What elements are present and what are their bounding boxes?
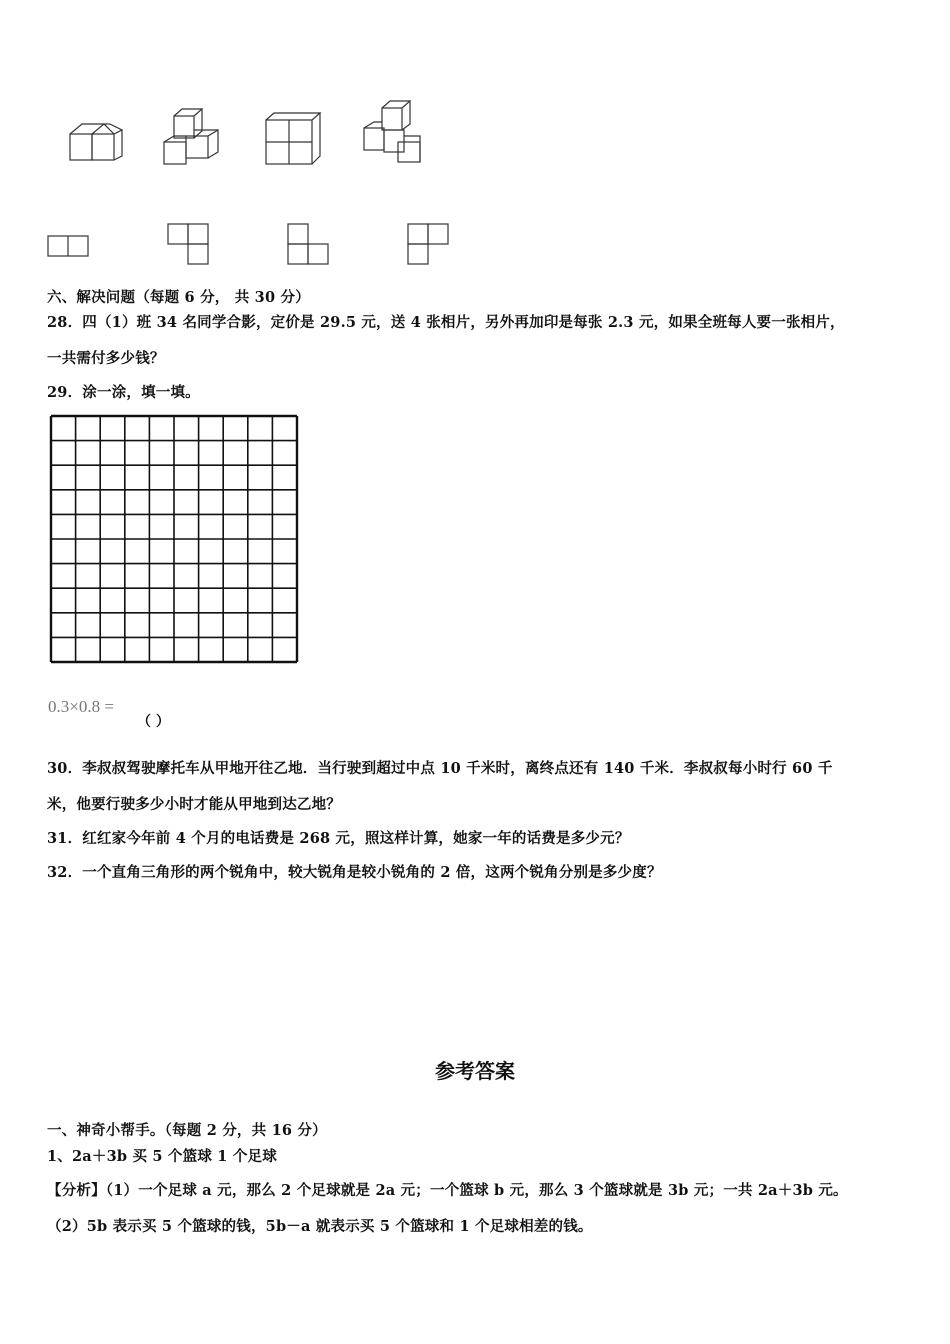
question-30-continued: 米，他要行驶多少小时才能从甲地到达乙地？ — [47, 796, 341, 813]
cube-figure-2 — [160, 106, 228, 170]
question-30: 30．李叔叔驾驶摩托车从甲地开往乙地．当行驶到超过中点 10 千米时，离终点还有 140 千米．李叔叔每小时行 60 千 — [47, 760, 833, 777]
question-28-continued: 一共需付多少钱？ — [47, 350, 165, 367]
view-figure-3 — [286, 222, 332, 268]
analysis-1: 【分析】（1）一个足球 a 元，那么 2 个足球就是 2a 元；一个篮球 b 元，那么 3 个篮球就是 3b 元；一共 2a＋3b 元。 — [47, 1182, 848, 1199]
question-28: 28．四（1）班 34 名同学合影，定价是 29.5 元，送 4 张相片，另外再加印是每张 2.3 元，如果全班每人要一张相片， — [47, 314, 845, 331]
cube-figure-4 — [358, 98, 426, 166]
cube-figure-1 — [66, 118, 126, 168]
analysis-2: （2）5b 表示买 5 个篮球的钱，5b－a 就表示买 5 个篮球和 1 个足球相差的钱。 — [47, 1218, 593, 1235]
answer-blank: （ ） — [137, 714, 170, 730]
cube-figure-3 — [262, 110, 324, 166]
answers-section1-heading: 一、神奇小帮手。（每题 2 分，共 16 分） — [47, 1122, 327, 1139]
multiplication-formula: 0.3×0.8 = — [48, 697, 114, 716]
view-figure-4 — [406, 222, 452, 268]
question-31: 31．红红家今年前 4 个月的电话费是 268 元，照这样计算，她家一年的话费是多少元？ — [47, 830, 630, 847]
question-29: 29．涂一涂，填一填。 — [47, 384, 200, 401]
hundred-grid — [49, 414, 299, 664]
view-figure-1 — [47, 234, 91, 258]
question-32: 32．一个直角三角形的两个锐角中，较大锐角是较小锐角的 2 倍，这两个锐角分别是多少度？ — [47, 864, 662, 881]
answers-title: 参考答案 — [435, 1059, 515, 1083]
answer-1: 1、2a＋3b 买 5 个篮球 1 个足球 — [47, 1148, 277, 1165]
section6-heading: 六、解决问题（每题 6 分， 共 30 分） — [47, 289, 310, 306]
view-figure-2 — [166, 222, 212, 268]
